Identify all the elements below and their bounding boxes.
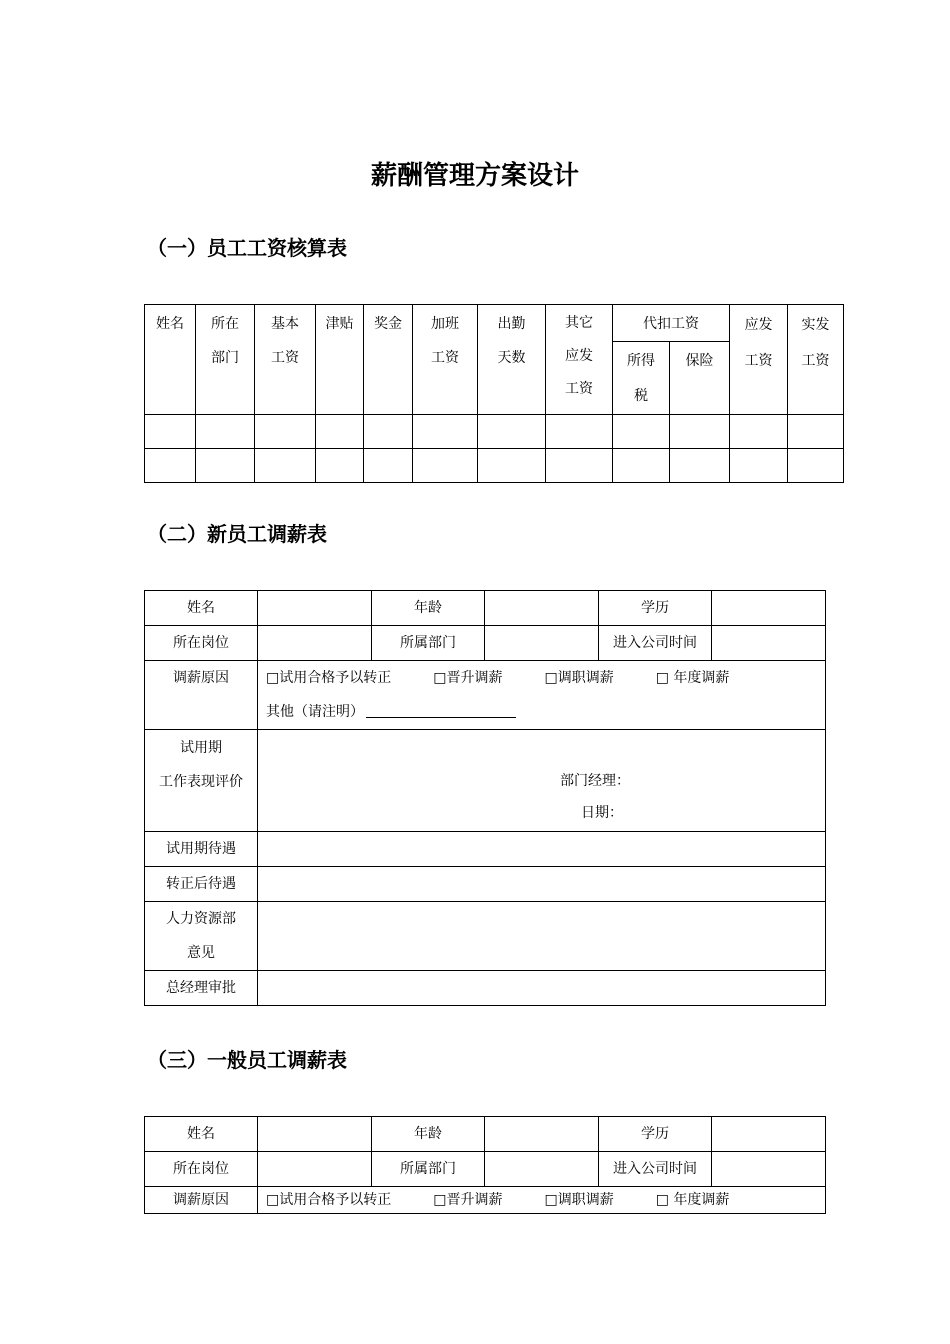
checkbox-promotion[interactable]: □晋升调薪: [433, 1192, 503, 1208]
age-field[interactable]: [485, 591, 599, 626]
col-actual: 实发 工资: [788, 305, 844, 415]
department-field[interactable]: [485, 1152, 599, 1187]
col-tax: 所得 税: [613, 342, 670, 415]
col-name: 姓名: [145, 305, 196, 415]
col-withhold: 代扣工资: [613, 305, 730, 342]
label-date: 日期：: [581, 805, 623, 821]
position-field[interactable]: [258, 626, 372, 661]
label-dept-manager: 部门经理：: [560, 773, 630, 789]
join-date-field[interactable]: [712, 626, 826, 661]
col-base: 基本 工资: [255, 305, 316, 415]
checkbox-probation-pass[interactable]: □试用合格予以转正: [266, 1192, 392, 1208]
col-payable: 应发 工资: [730, 305, 788, 415]
payroll-table: [144, 304, 844, 483]
department-field[interactable]: [485, 626, 599, 661]
label-gm-approval: 总经理审批: [145, 971, 258, 1006]
label-join-date: 进入公司时间: [599, 1152, 712, 1187]
checkbox-transfer[interactable]: □调职调薪: [544, 1192, 614, 1208]
label-name: 姓名: [145, 1117, 258, 1152]
label-name: 姓名: [145, 591, 258, 626]
label-education: 学历: [599, 1117, 712, 1152]
probation-pay-field[interactable]: [258, 832, 826, 867]
label-reason: 调薪原因: [145, 661, 258, 730]
general-employee-table: [144, 1116, 826, 1214]
gm-approval-field[interactable]: [258, 971, 826, 1006]
hr-opinion-field[interactable]: [258, 902, 826, 971]
join-date-field[interactable]: [712, 1152, 826, 1187]
label-join-date: 进入公司时间: [599, 626, 712, 661]
col-bonus: 奖金: [364, 305, 413, 415]
reason-options: [258, 661, 826, 730]
other-field[interactable]: [366, 695, 516, 718]
table-row: [145, 415, 844, 449]
checkbox-probation-pass[interactable]: □试用合格予以转正: [266, 670, 392, 686]
col-other: 其它 应发 工资: [546, 305, 613, 415]
col-allowance: 津贴: [316, 305, 364, 415]
checkbox-transfer[interactable]: □调职调薪: [544, 670, 614, 686]
label-age: 年龄: [372, 1117, 485, 1152]
section-title-general-employee: （三）一般员工调薪表: [147, 1048, 347, 1072]
education-field[interactable]: [712, 591, 826, 626]
new-employee-table: [144, 590, 826, 1006]
probation-eval-field[interactable]: [258, 730, 826, 832]
checkbox-annual[interactable]: □ 年度调薪: [655, 670, 730, 686]
section-title-payroll: （一）员工工资核算表: [147, 236, 347, 260]
checkbox-promotion[interactable]: □晋升调薪: [433, 670, 503, 686]
label-department: 所属部门: [372, 626, 485, 661]
position-field[interactable]: [258, 1152, 372, 1187]
label-hr-opinion: 人力资源部 意见: [145, 902, 258, 971]
name-field[interactable]: [258, 1117, 372, 1152]
age-field[interactable]: [485, 1117, 599, 1152]
col-overtime: 加班 工资: [413, 305, 478, 415]
label-other: 其他（请注明）: [266, 704, 364, 720]
checkbox-annual[interactable]: □ 年度调薪: [655, 1192, 730, 1208]
label-department: 所属部门: [372, 1152, 485, 1187]
reason-options: [258, 1187, 826, 1214]
col-attendance: 出勤 天数: [478, 305, 546, 415]
page-title: 薪酬管理方案设计: [370, 161, 579, 191]
col-insurance: 保险: [670, 342, 730, 415]
label-position: 所在岗位: [145, 626, 258, 661]
name-field[interactable]: [258, 591, 372, 626]
label-reason: 调薪原因: [145, 1187, 258, 1214]
col-dept: 所在 部门: [196, 305, 255, 415]
table-row: [145, 449, 844, 483]
label-education: 学历: [599, 591, 712, 626]
section-title-new-employee: （二）新员工调薪表: [147, 522, 327, 546]
label-age: 年龄: [372, 591, 485, 626]
label-position: 所在岗位: [145, 1152, 258, 1187]
regular-pay-field[interactable]: [258, 867, 826, 902]
label-regular-pay: 转正后待遇: [145, 867, 258, 902]
education-field[interactable]: [712, 1117, 826, 1152]
label-probation-eval: 试用期 工作表现评价: [145, 730, 258, 832]
label-probation-pay: 试用期待遇: [145, 832, 258, 867]
